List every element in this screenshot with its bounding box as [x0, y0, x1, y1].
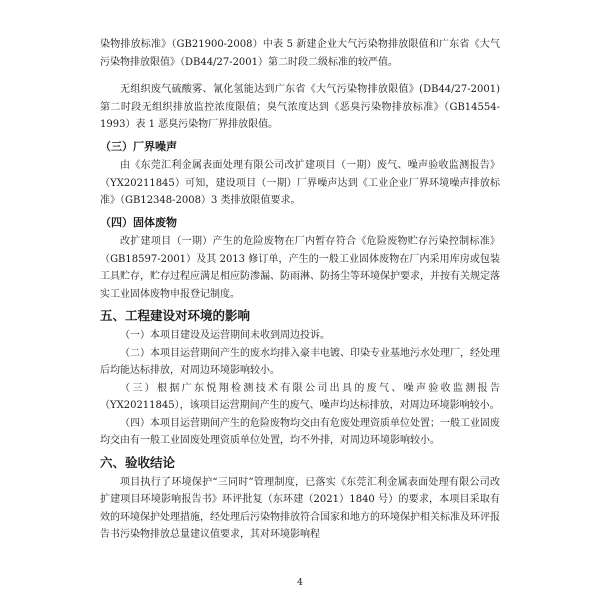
- paragraph-solid-waste: 改扩建项目（一期）产生的危险废物在厂内暂存符合《危险废物贮存污染控制标准》（GB18597-2001）及其 2013 修订单，产生的一般工业固体废物在厂内采用库房或包装工具贮存，贮存过程应满足相应防渗漏、防雨淋、防扬尘等环境保护要求，并按有关规定落实工业固体废物申报登记制度。: [100, 236, 500, 300]
- impact-item-2: （二）本项目运营期间产生的废水均排入豪丰电镀、印染专业基地污水处理厂，经处理后均能达标排放，对周边环境影响较小。: [100, 347, 500, 376]
- chapter-heading-acceptance-conclusion: 六、验收结论: [100, 454, 176, 470]
- section-heading-solid-waste: （四）固体废物: [100, 215, 177, 229]
- paragraph-conclusion: 项目执行了环境保护“三同时”管理制度，已落实《东莞汇利金属表面处理有限公司改扩建项目环境影响报告书》环评批复（东环建（2021）1840 号）的要求，本项目采取有效的环境保护处理措施，经处理后污染物排放符合国家和地方的环境保护相关标准及环评报告书污染物排放总量建议值要求，其对环境影响程: [100, 476, 500, 540]
- impact-item-4: （四）本项目运营期间产生的危险废物均交由有危废处理资质单位处置；一般工业固废均交由有一般工业固废处理资质单位处置，均不外排，对周边环境影响较小。: [100, 417, 500, 446]
- paragraph-fugitive-emissions: 无组织废气硫酸雾、氰化氢能达到广东省《大气污染物排放限值》(DB44/27-2001)第二时段无组织排放监控浓度限值；臭气浓度达到《恶臭污染物排放标准》（GB14554-1993）表 1 恶臭污染物厂界排放限值。: [100, 84, 500, 130]
- impact-item-1: （一）本项目建设及运营期间未收到周边投诉。: [120, 330, 330, 341]
- page-number: 4: [297, 578, 303, 588]
- document-body: [100, 36, 500, 544]
- section-heading-noise: （三）厂界噪声: [100, 139, 177, 153]
- paragraph-continued: 染物排放标准》（GB21900-2008）中表 5 新建企业大气污染物排放限值和广东省《大气污染物排放限值》（DB44/27-2001）第二时段二级标准的较严值。: [100, 39, 500, 68]
- paragraph-noise: 由《东莞汇利金属表面处理有限公司改扩建项目（一期）废气、噪声验收监测报告》（YX20211845）可知，建设项目（一期）厂界噪声达到《工业企业厂界环境噪声排放标准》（GB12348-2008）3 类排放限值要求。: [100, 160, 500, 206]
- chapter-heading-environmental-impact: 五、工程建设对环境的影响: [100, 308, 251, 323]
- impact-item-3: （三）根据广东悦翔检测技术有限公司出具的废气、噪声验收监测报告（YX20211845），该项目运营期间产生的废气、噪声均达标排放，对周边环境影响较小。: [100, 382, 500, 411]
